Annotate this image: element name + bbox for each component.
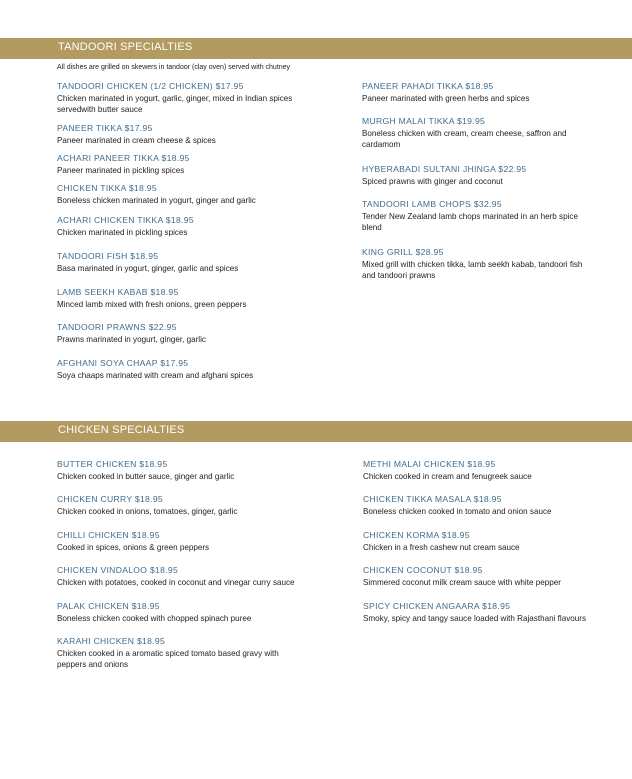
item-name: LAMB SEEKH KABAB $18.95 <box>57 287 179 297</box>
menu-item <box>363 565 625 588</box>
menu-item <box>57 183 329 206</box>
section-title: CHICKEN SPECIALTIES <box>58 424 185 436</box>
item-description: Prawns marinated in yogurt, ginger, garlic <box>57 335 206 344</box>
menu-item <box>57 565 329 588</box>
menu-item <box>362 247 592 281</box>
menu-item <box>57 358 329 381</box>
menu-item <box>363 601 625 624</box>
section-header-chicken <box>0 421 632 442</box>
menu-item <box>57 636 307 670</box>
item-name: SPICY CHICKEN ANGAARA $18.95 <box>363 601 511 611</box>
item-description: Smoky, spicy and tangy sauce loaded with Rajasthani flavours <box>363 614 586 623</box>
section-header-tandoori <box>0 38 632 59</box>
item-description: Paneer marinated in cream cheese & spices <box>57 136 216 145</box>
item-description: Minced lamb mixed with fresh onions, green peppers <box>57 300 247 309</box>
menu-item <box>57 81 329 115</box>
item-description: Mixed grill with chicken tikka, lamb seekh kabab, tandoori fish and tandoori prawns <box>362 260 583 280</box>
item-description: Chicken with potatoes, cooked in coconut and vinegar curry sauce <box>57 578 295 587</box>
item-name: AFGHANI SOYA CHAAP $17.95 <box>57 358 189 368</box>
menu-item <box>57 530 329 553</box>
item-name: METHI MALAI CHICKEN $18.95 <box>363 459 496 469</box>
item-name: CHICKEN COCONUT $18.95 <box>363 565 483 575</box>
item-description: Boneless chicken cooked with chopped spinach puree <box>57 614 252 623</box>
item-description: Boneless chicken with cream, cream cheese, saffron and cardamom <box>362 129 567 149</box>
menu-item <box>57 251 329 274</box>
item-description: Chicken cooked in butter sauce, ginger and garlic <box>57 472 235 481</box>
item-description: Boneless chicken marinated in yogurt, ginger and garlic <box>57 196 256 205</box>
item-name: CHICKEN TIKKA $18.95 <box>57 183 157 193</box>
menu-item <box>57 123 329 146</box>
menu-item <box>363 494 625 517</box>
menu-item <box>362 116 592 150</box>
menu-item <box>57 322 329 345</box>
item-name: CHICKEN TIKKA MASALA $18.95 <box>363 494 502 504</box>
menu-item <box>57 601 329 624</box>
menu-item <box>363 530 625 553</box>
item-description: Chicken marinated in yogurt, garlic, ginger, mixed in Indian spices servedwith butter sauce <box>57 94 293 114</box>
item-name: TANDOORI LAMB CHOPS $32.95 <box>362 199 502 209</box>
menu-item <box>362 164 592 187</box>
item-name: PALAK CHICKEN $18.95 <box>57 601 160 611</box>
item-name: ACHARI PANEER TIKKA $18.95 <box>57 153 190 163</box>
item-description: Boneless chicken cooked in tomato and onion sauce <box>363 507 552 516</box>
menu-item <box>362 199 592 233</box>
menu-item <box>57 215 329 238</box>
item-name: KING GRILL $28.95 <box>362 247 444 257</box>
item-description: Chicken cooked in onions, tomatoes, ginger, garlic <box>57 507 238 516</box>
menu-item <box>57 153 329 176</box>
item-description: Cooked in spices, onions & green peppers <box>57 543 210 552</box>
item-name: HYBERABADI SULTANI JHINGA $22.95 <box>362 164 527 174</box>
item-description: Chicken cooked in a aromatic spiced tomato based gravy with peppers and onions <box>57 649 279 669</box>
item-description: Paneer marinated in pickling spices <box>57 166 185 175</box>
item-name: BUTTER CHICKEN $18.95 <box>57 459 168 469</box>
item-name: KARAHI CHICKEN $18.95 <box>57 636 166 646</box>
menu-item <box>57 459 329 482</box>
item-description: Chicken cooked in cream and fenugreek sauce <box>363 472 532 481</box>
item-name: TANDOORI PRAWNS $22.95 <box>57 322 177 332</box>
item-name: CHICKEN KORMA $18.95 <box>363 530 470 540</box>
item-description: Basa marinated in yogurt, ginger, garlic and spices <box>57 264 239 273</box>
item-description: Chicken in a fresh cashew nut cream sauce <box>363 543 520 552</box>
menu-item <box>57 287 329 310</box>
menu-item <box>57 494 329 517</box>
item-description: Spiced prawns with ginger and coconut <box>362 177 503 186</box>
section-note: All dishes are grilled on skewers in tandoor (clay oven) served with chutney <box>57 64 291 71</box>
item-description: Chicken marinated in pickling spices <box>57 228 188 237</box>
item-name: MURGH MALAI TIKKA $19.95 <box>362 116 486 126</box>
item-name: ACHARI CHICKEN TIKKA $18.95 <box>57 215 194 225</box>
item-description: Paneer marinated with green herbs and spices <box>362 94 530 103</box>
item-description: Tender New Zealand lamb chops marinated in an herb spice blend <box>362 212 578 232</box>
item-name: CHICKEN CURRY $18.95 <box>57 494 163 504</box>
section-title: TANDOORI SPECIALTIES <box>58 41 193 53</box>
item-description: Soya chaaps marinated with cream and afghani spices <box>57 371 254 380</box>
item-description: Simmered coconut milk cream sauce with white pepper <box>363 578 561 587</box>
item-name: PANEER TIKKA $17.95 <box>57 123 153 133</box>
item-name: TANDOORI FISH $18.95 <box>57 251 159 261</box>
item-name: TANDOORI CHICKEN (1/2 CHICKEN) $17.95 <box>57 81 244 91</box>
menu-item <box>363 459 625 482</box>
item-name: CHICKEN VINDALOO $18.95 <box>57 565 179 575</box>
menu-item <box>362 81 592 104</box>
item-name: CHILLI CHICKEN $18.95 <box>57 530 160 540</box>
item-name: PANEER PAHADI TIKKA $18.95 <box>362 81 494 91</box>
